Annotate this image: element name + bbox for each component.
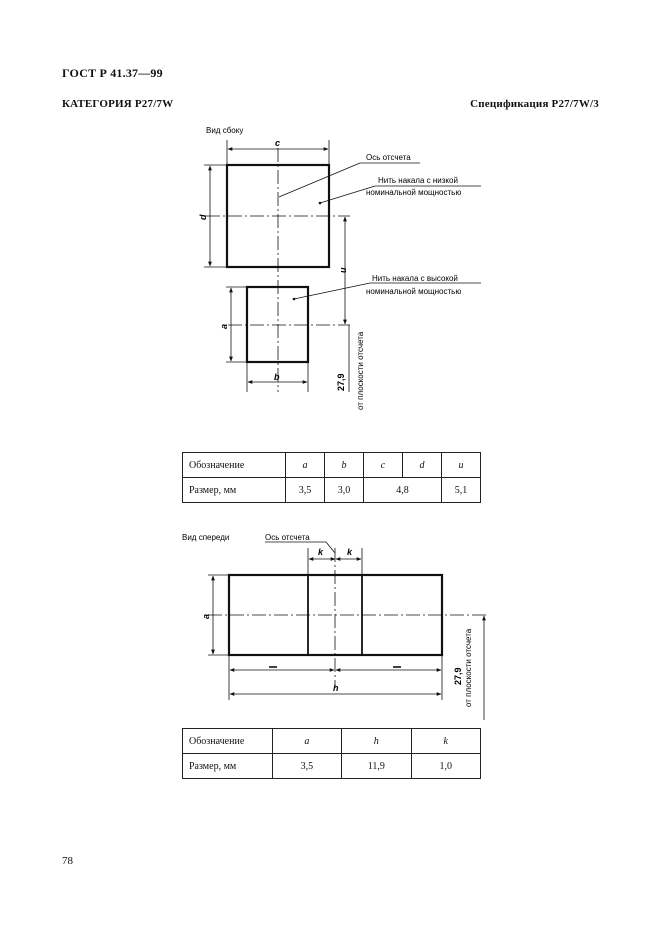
- table-cell: u: [442, 453, 481, 478]
- side-view-title: Вид сбоку: [206, 126, 244, 135]
- table-row: [183, 754, 481, 779]
- dimension-u-label: u: [338, 267, 348, 273]
- dimension-d-label: d: [198, 214, 208, 220]
- table-cell: 4,8: [364, 478, 442, 503]
- side-ref-text: от плоскости отсчета: [356, 331, 365, 410]
- low-filament-label-1: Нить накала с низкой: [378, 176, 458, 185]
- side-ref-value: 27,9: [336, 373, 346, 391]
- dimension-h-label: h: [333, 683, 339, 693]
- high-filament-label-1: Нить накала с высокой: [372, 274, 458, 283]
- table-cell: 11,9: [342, 754, 411, 779]
- table-row: [183, 478, 481, 503]
- front-axis-leader: [326, 542, 335, 553]
- front-ref-value: 27,9: [453, 667, 463, 685]
- high-filament-label-2: номинальной мощностью: [366, 287, 462, 296]
- front-axis-label: Ось отсчета: [265, 533, 310, 542]
- table-row: [183, 453, 481, 478]
- specification-heading: Спецификация P27/7W/3: [470, 98, 599, 110]
- category-heading: КАТЕГОРИЯ P27/7W: [62, 98, 174, 110]
- dimensions-table-1: [182, 452, 481, 503]
- dimension-k-right-label: k: [347, 547, 353, 557]
- low-filament-label-2: номинальной мощностью: [366, 188, 462, 197]
- axis-leader-line: [279, 163, 360, 197]
- dimension-k-left-label: k: [318, 547, 324, 557]
- table-cell: d: [403, 453, 442, 478]
- table-cell: a: [272, 729, 341, 754]
- table-cell: h: [342, 729, 411, 754]
- dimension-a-front-label: a: [201, 613, 211, 619]
- dimension-b-label: b: [274, 372, 280, 382]
- table-cell: 5,1: [442, 478, 481, 503]
- dimension-c-label: c: [275, 138, 281, 148]
- table-cell: Обозначение: [183, 453, 286, 478]
- table-cell: 3,5: [272, 754, 341, 779]
- table-cell: 3,0: [325, 478, 364, 503]
- table-cell: Обозначение: [183, 729, 273, 754]
- table-cell: b: [325, 453, 364, 478]
- table-cell: 1,0: [411, 754, 481, 779]
- table-cell: k: [411, 729, 481, 754]
- front-ref-text: от плоскости отсчета: [464, 628, 473, 707]
- high-filament-leader: [294, 283, 370, 299]
- table-cell: Размер, мм: [183, 754, 273, 779]
- front-view-title: Вид спереди: [182, 533, 230, 542]
- page-number: 78: [62, 855, 73, 867]
- side-axis-label: Ось отсчета: [366, 153, 411, 162]
- table-cell: Размер, мм: [183, 478, 286, 503]
- dimensions-table-2: [182, 728, 481, 779]
- table-row: [183, 729, 481, 754]
- table-cell: c: [364, 453, 403, 478]
- table-cell: a: [286, 453, 325, 478]
- document-number: ГОСТ Р 41.37—99: [62, 66, 163, 80]
- table-cell: 3,5: [286, 478, 325, 503]
- dimension-a-side-label: a: [219, 323, 229, 329]
